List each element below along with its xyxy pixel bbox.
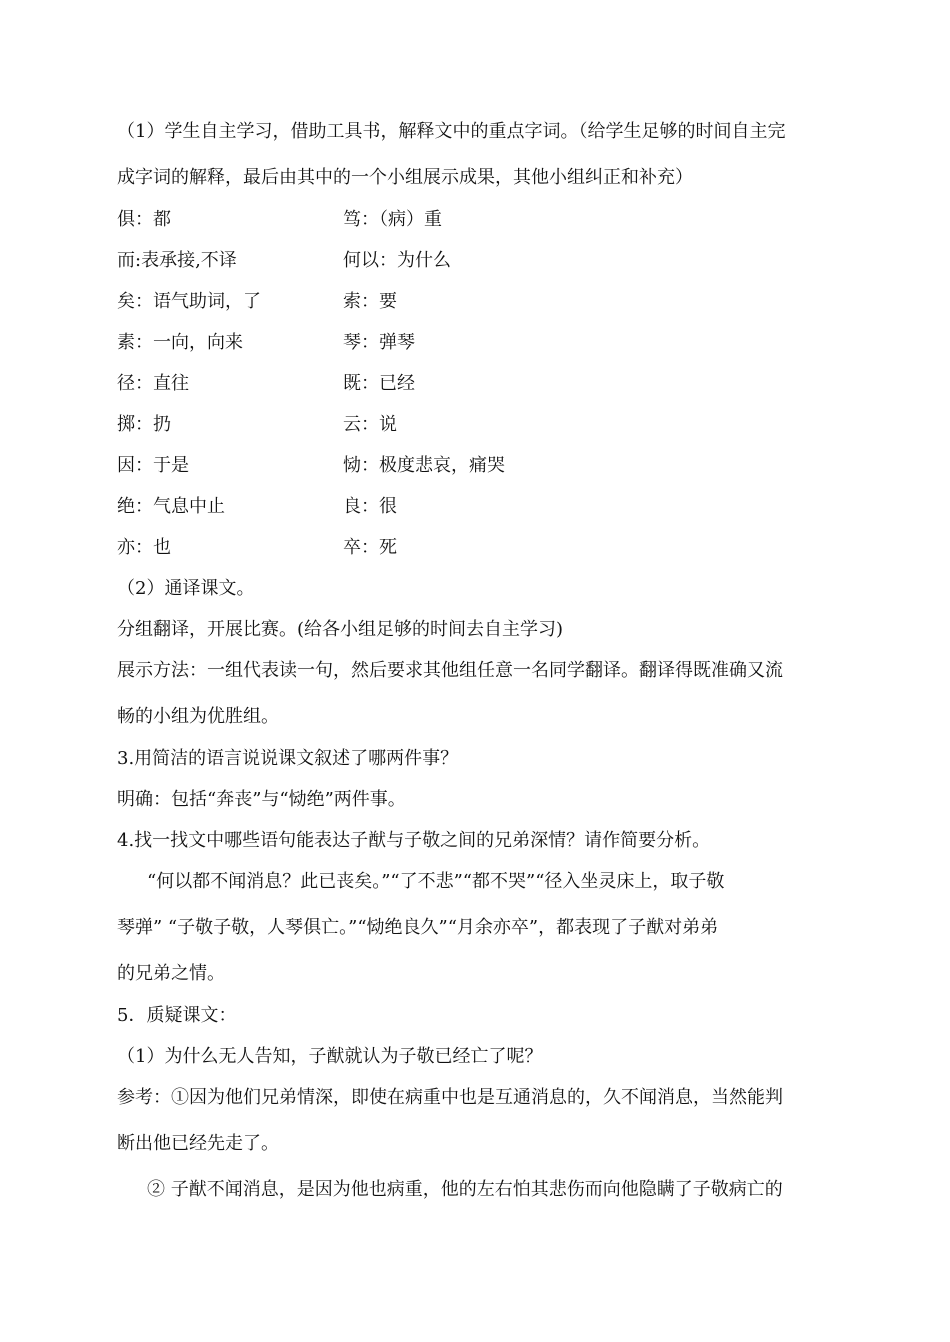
answer-3: 明确：包括“奔丧”与“恸绝”两件事。 — [117, 789, 406, 810]
vocab-right: 卒：死 — [343, 537, 397, 558]
vocab-left: 径：直往 — [117, 373, 189, 394]
vocab-right: 笃：（病）重 — [343, 209, 442, 230]
vocab-left: 亦：也 — [117, 537, 171, 558]
vocab-left: 因：于是 — [117, 455, 189, 476]
vocab-left: 掷：扔 — [117, 414, 171, 435]
answer-4-line2: 琴弹” “子敬子敬，人琴俱亡。”“恸绝良久”“月余亦卒”，都表现了子猷对弟弟 — [117, 917, 719, 938]
section2-paragraph: 分组翻译，开展比赛。(给各小组足够的时间去自主学习) — [117, 619, 564, 640]
question-5-sub1: （1）为什么无人告知，子猷就认为子敬已经亡了呢？ — [117, 1046, 543, 1067]
reference-line1: 参考：①因为他们兄弟情深，即使在病重中也是互通消息的，久不闻消息，当然能判 — [117, 1087, 783, 1108]
answer-4-line1: “何以都不闻消息？此已丧矣。”“了不悲”“都不哭”“径入坐灵床上，取子敬 — [147, 871, 725, 892]
question-5-title: 5．质疑课文： — [117, 1005, 237, 1026]
reference2-line1: ② 子猷不闻消息，是因为他也病重，他的左右怕其悲伤而向他隐瞒了子敬病亡的 — [147, 1179, 783, 1200]
vocab-right: 既：已经 — [343, 373, 415, 394]
reference-line2: 断出他已经先走了。 — [117, 1133, 279, 1154]
vocab-right: 琴：弹琴 — [343, 332, 415, 353]
section2-title: （2）通译课文。 — [117, 578, 255, 599]
vocab-right: 良：很 — [343, 496, 397, 517]
section2-method-line1: 展示方法：一组代表读一句，然后要求其他组任意一名同学翻译。翻译得既准确又流 — [117, 660, 783, 681]
vocab-right: 何以：为什么 — [343, 250, 451, 271]
vocab-right: 恸：极度悲哀，痛哭 — [343, 455, 505, 476]
vocab-right: 索：要 — [343, 291, 397, 312]
section1-line2: 成字词的解释，最后由其中的一个小组展示成果，其他小组纠正和补充） — [117, 167, 693, 188]
question-4: 4.找一找文中哪些语句能表达子猷与子敬之间的兄弟深情？请作简要分析。 — [117, 830, 711, 851]
question-3: 3.用简洁的语言说说课文叙述了哪两件事？ — [117, 748, 459, 769]
vocab-left: 矣：语气助词，了 — [117, 291, 261, 312]
vocab-left: 而:表承接,不译 — [117, 250, 237, 271]
section2-method-line2: 畅的小组为优胜组。 — [117, 706, 279, 727]
answer-4-line3: 的兄弟之情。 — [117, 963, 225, 984]
section1-line1: （1）学生自主学习，借助工具书，解释文中的重点字词。（给学生足够的时间自主完 — [117, 121, 786, 142]
vocab-left: 绝：气息中止 — [117, 496, 225, 517]
vocab-right: 云：说 — [343, 414, 397, 435]
vocab-left: 素：一向，向来 — [117, 332, 243, 353]
vocab-left: 俱：都 — [117, 209, 171, 230]
